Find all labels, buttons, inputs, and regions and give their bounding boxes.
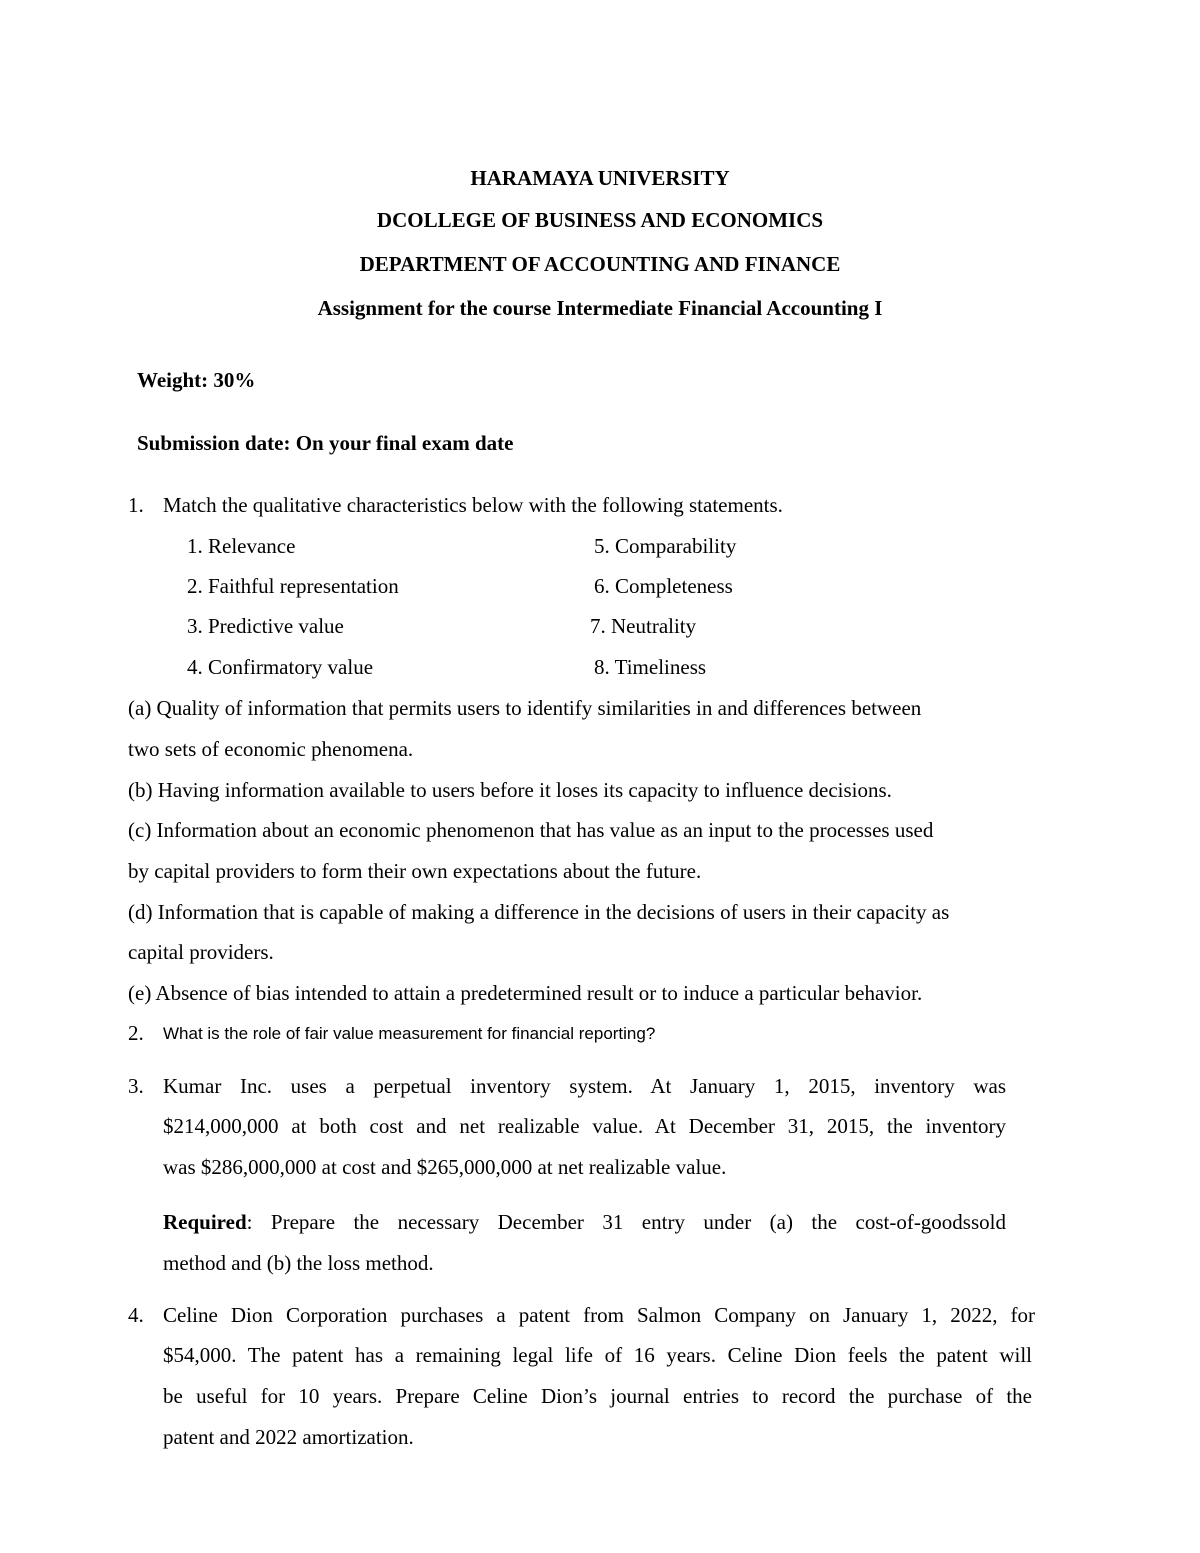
question-3-line-3: was $286,000,000 at cost and $265,000,000 at net realizable value.: [163, 1155, 727, 1179]
required-label: Required: [163, 1210, 247, 1234]
statement-a-line-2: two sets of economic phenomena.: [128, 737, 414, 761]
required-text: : Prepare the necessary December 31 entry under (a) the cost-of-goodssold: [246, 1210, 1006, 1234]
characteristic-item: 8. Timeliness: [594, 655, 707, 679]
question-3-line-2: $214,000,000 at both cost and net realizable value. At December 31, 2015, the inventory: [163, 1114, 1006, 1138]
weight-line: Weight: 30%: [137, 368, 256, 392]
characteristic-item: 7. Neutrality: [590, 614, 697, 638]
question-4-line-1: Celine Dion Corporation purchases a patent from Salmon Company on January 1, 2022, for: [163, 1303, 1035, 1327]
question-1-number: 1.: [128, 493, 144, 517]
department-name: DEPARTMENT OF ACCOUNTING AND FINANCE: [359, 252, 841, 276]
submission-date-line: Submission date: On your final exam date: [137, 431, 514, 455]
characteristic-item: 4. Confirmatory value: [187, 655, 374, 679]
characteristic-item: 6. Completeness: [594, 574, 733, 598]
question-4-number: 4.: [128, 1303, 144, 1327]
question-3-required-line-2: method and (b) the loss method.: [163, 1251, 434, 1275]
statement-a-line-1: (a) Quality of information that permits users to identify similarities in and differences between: [128, 696, 922, 720]
characteristic-item: 3. Predictive value: [187, 614, 344, 638]
statement-c-line-1: (c) Information about an economic phenomenon that has value as an input to the processes used: [128, 818, 934, 842]
characteristic-item: 1. Relevance: [187, 534, 296, 558]
characteristic-item: 5. Comparability: [594, 534, 737, 558]
question-2-number: 2.: [128, 1021, 144, 1045]
question-3-number: 3.: [128, 1074, 144, 1098]
assignment-title: Assignment for the course Intermediate Financial Accounting I: [317, 296, 883, 320]
question-4-line-2: $54,000. The patent has a remaining legal life of 16 years. Celine Dion feels the patent will: [163, 1343, 1032, 1367]
statement-c-line-2: by capital providers to form their own expectations about the future.: [128, 859, 702, 883]
statement-d-line-1: (d) Information that is capable of making a difference in the decisions of users in their capacity as: [128, 900, 950, 924]
statement-e: (e) Absence of bias intended to attain a predetermined result or to induce a particular behavior.: [128, 981, 923, 1005]
question-3-required-line-1: [163, 1209, 1006, 1235]
question-3-line-1: Kumar Inc. uses a perpetual inventory system. At January 1, 2015, inventory was: [163, 1074, 1006, 1098]
question-4-line-4: patent and 2022 amortization.: [163, 1425, 414, 1449]
question-1-prompt: Match the qualitative characteristics below with the following statements.: [163, 493, 783, 517]
university-name: HARAMAYA UNIVERSITY: [470, 166, 730, 190]
question-2-text: What is the role of fair value measurement for financial reporting?: [163, 1024, 656, 1043]
question-4-line-3: be useful for 10 years. Prepare Celine Dion’s journal entries to record the purchase of the: [163, 1384, 1032, 1408]
characteristic-item: 2. Faithful representation: [187, 574, 399, 598]
statement-d-line-2: capital providers.: [128, 940, 274, 964]
statement-b: (b) Having information available to users before it loses its capacity to influence decisions.: [128, 778, 892, 802]
college-name: DCOLLEGE OF BUSINESS AND ECONOMICS: [376, 208, 824, 232]
